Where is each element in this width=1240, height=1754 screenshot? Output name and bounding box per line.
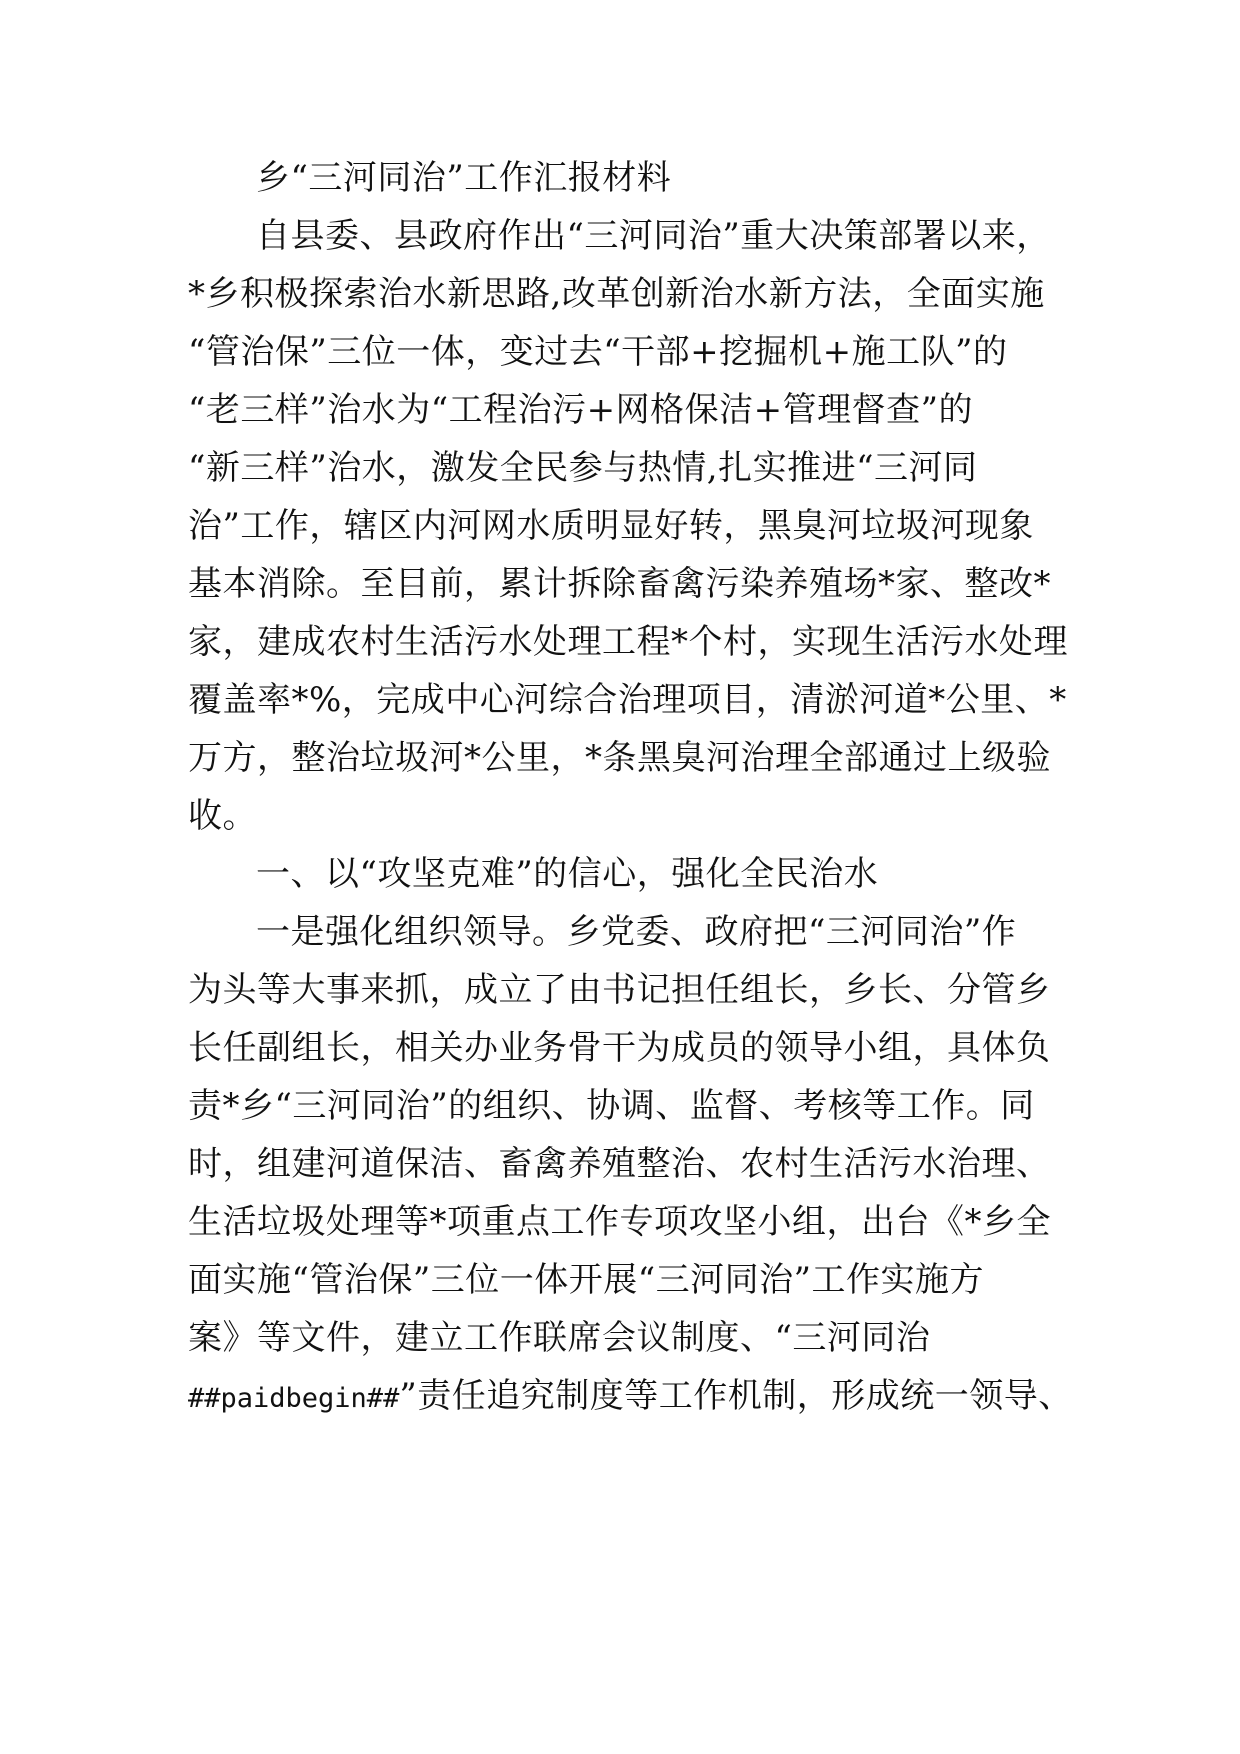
paragraph-line: *乡积极探索治水新思路,改革创新治水新方法，全面实施 (188, 274, 1045, 314)
paragraph-line: “新三样”治水，激发全民参与热情,扎实推进“三河同 (188, 448, 978, 488)
paragraph-line: 自县委、县政府作出“三河同治”重大决策部署以来， (256, 216, 1051, 256)
paragraph-line: 时，组建河道保洁、畜禽养殖整治、农村生活污水治理、 (188, 1144, 1051, 1184)
paragraph-line: 一是强化组织领导。乡党委、政府把“三河同治”作 (256, 912, 1017, 952)
paragraph-line: 长任副组长，相关办业务骨干为成员的领导小组，具体负 (188, 1028, 1051, 1068)
paragraph-line-rest: ”责任追究制度等工作机制，形成统一领导、 (399, 1376, 1073, 1416)
section-heading: 一、以“攻坚克难”的信心，强化全民治水 (256, 854, 879, 894)
paragraph-line: 治”工作，辖区内河网水质明显好转，黑臭河垃圾河现象 (188, 506, 1034, 546)
paragraph-line: 收。 (188, 796, 257, 836)
paragraph-line: 责*乡“三河同治”的组织、协调、监督、考核等工作。同 (188, 1086, 1035, 1126)
paragraph-line: 基本消除。至目前，累计拆除畜禽污染养殖场*家、整改* (188, 564, 1051, 604)
paragraph-line: 覆盖率*%，完成中心河综合治理项目，清淤河道*公里、* (188, 680, 1067, 720)
paragraph-line: 家，建成农村生活污水处理工程*个村，实现生活污水处理 (188, 622, 1068, 662)
document-title: 乡“三河同治”工作汇报材料 (256, 158, 672, 198)
paragraph-line: 案》等文件，建立工作联席会议制度、“三河同治 (188, 1318, 931, 1358)
paragraph-line: 面实施“管治保”三位一体开展“三河同治”工作实施方 (188, 1260, 985, 1300)
paragraph-line: 为头等大事来抓，成立了由书记担任组长，乡长、分管乡 (188, 970, 1051, 1010)
paragraph-line: 生活垃圾处理等*项重点工作专项攻坚小组，出台《*乡全 (188, 1202, 1051, 1242)
paragraph-line: “管治保”三位一体，变过去“干部+挖掘机+施工队”的 (188, 332, 1008, 372)
paragraph-line: “老三样”治水为“工程治污+网格保洁+管理督查”的 (188, 390, 974, 430)
paragraph-line: 万方，整治垃圾河*公里，*条黑臭河治理全部通过上级验 (188, 738, 1051, 778)
paragraph-last-line (188, 1374, 1073, 1421)
paid-marker: ##paidbegin## (188, 1383, 400, 1414)
